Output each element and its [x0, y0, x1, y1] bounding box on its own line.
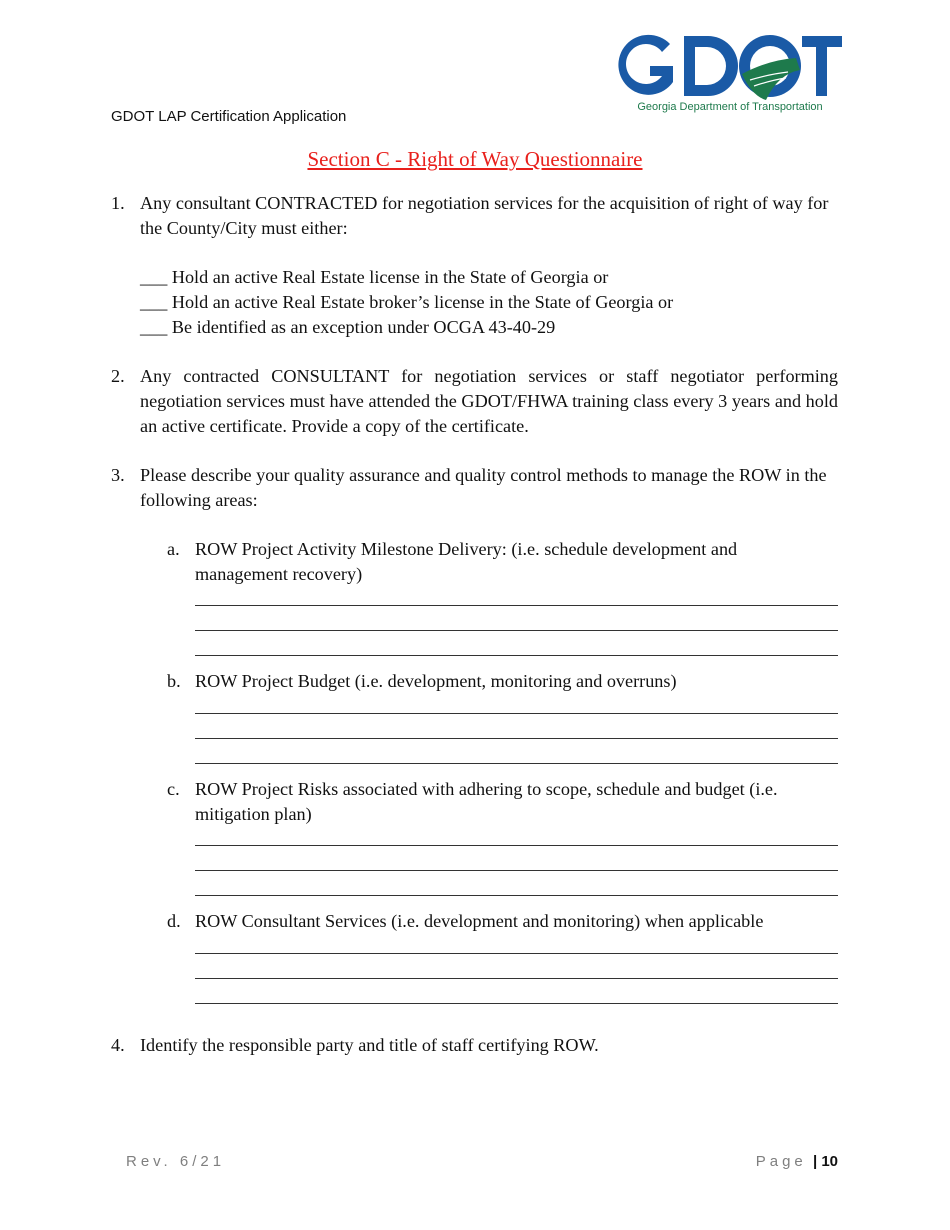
q3a-text-line1: ROW Project Activity Milestone Delivery: (i.e. schedule development and	[195, 539, 738, 559]
q3-number: 3.	[111, 465, 125, 485]
q4-text: Identify the responsible party and title of staff certifying ROW.	[140, 1035, 599, 1055]
q3c-text-line2: mitigation plan)	[195, 804, 312, 824]
q3-text-line2: following areas:	[140, 490, 258, 510]
footer-revision: Rev. 6/21	[126, 1153, 226, 1170]
q1-option-exception: ___ Be identified as an exception under OCGA 43-40-29	[140, 317, 556, 337]
q3b-answer-line-1[interactable]	[195, 713, 838, 714]
q3d-answer-line-1[interactable]	[195, 953, 838, 954]
q1-text-line2: the County/City must either:	[140, 218, 348, 238]
q2-number: 2.	[111, 366, 125, 386]
q3b-answer-line-2[interactable]	[195, 738, 838, 739]
q3a-answer-line-3[interactable]	[195, 655, 838, 656]
logo-tagline: Georgia Department of Transportation	[637, 101, 823, 113]
q3d-text-line1: ROW Consultant Services (i.e. development and monitoring) when applicable	[195, 911, 764, 931]
q3d-letter: d.	[167, 911, 181, 931]
q3c-text-line1: ROW Project Risks associated with adhering to scope, schedule and budget (i.e.	[195, 779, 778, 799]
section-title: Section C - Right of Way Questionnaire	[307, 147, 643, 171]
q3a-answer-line-2[interactable]	[195, 630, 838, 631]
q2-text: Any contracted CONSULTANT for negotiation services or staff negotiator performing negotiation services must have attended the GDOT/FHWA training class every 3 years and hold an active certificate. Provide a copy of the certificate.	[140, 366, 838, 436]
logo-letter-g	[618, 35, 673, 95]
q3c-answer-line-1[interactable]	[195, 845, 838, 846]
q3b-letter: b.	[167, 671, 181, 691]
q1-text-line1: Any consultant CONTRACTED for negotiation services for the acquisition of right of way for	[140, 193, 829, 213]
q1-option-broker-license: ___ Hold an active Real Estate broker’s license in the State of Georgia or	[140, 292, 674, 312]
q3c-answer-line-3[interactable]	[195, 895, 838, 896]
q1-option-re-license: ___ Hold an active Real Estate license in the State of Georgia or	[140, 267, 609, 287]
q3c-letter: c.	[167, 779, 180, 799]
gdot-logo	[618, 30, 844, 114]
footer-page-number: 10	[821, 1153, 838, 1170]
logo-letter-t	[802, 36, 842, 96]
document-header-title: GDOT LAP Certification Application	[111, 108, 347, 125]
q3b-text-line1: ROW Project Budget (i.e. development, monitoring and overruns)	[195, 671, 677, 691]
footer-page-label: Page	[755, 1153, 807, 1170]
q3b-answer-line-3[interactable]	[195, 763, 838, 764]
q3c-answer-line-2[interactable]	[195, 870, 838, 871]
q4-number: 4.	[111, 1035, 125, 1055]
q3d-answer-line-3[interactable]	[195, 1003, 838, 1004]
q3a-letter: a.	[167, 539, 180, 559]
q3a-text-line2: management recovery)	[195, 564, 363, 584]
logo-letter-d	[684, 36, 738, 96]
q3d-answer-line-2[interactable]	[195, 978, 838, 979]
q3a-answer-line-1[interactable]	[195, 605, 838, 606]
q3-text-line1: Please describe your quality assurance and quality control methods to manage the ROW in the	[140, 465, 827, 485]
footer-page-separator: |	[812, 1153, 818, 1170]
q1-number: 1.	[111, 193, 125, 213]
footer-page-indicator	[756, 1153, 838, 1170]
